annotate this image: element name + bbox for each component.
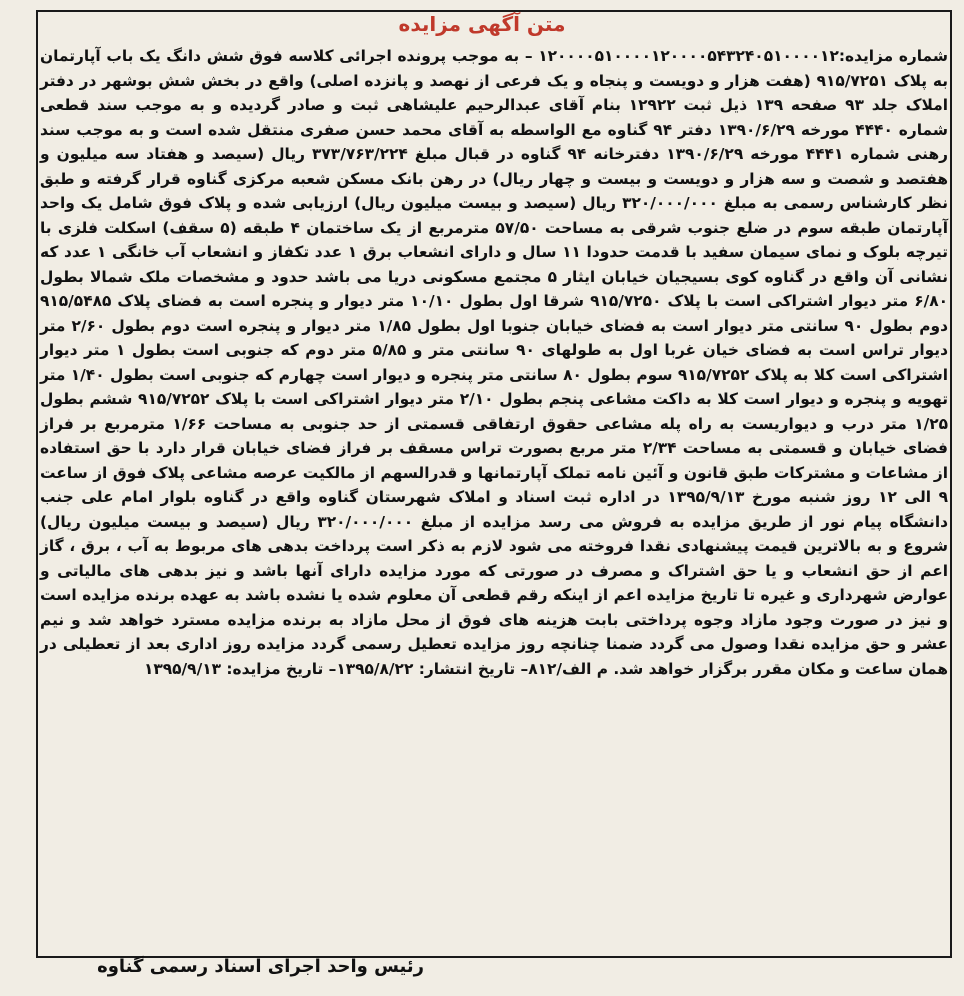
notice-body: شماره مزایده:۱۲۰۰۰۰۵۱۰۰۰۰۱۲۰۰۰۰۵۴۳۲۴۰۵۱۰۰۰۰۱۲ – به موجب پرونده اجرائی کلاسه فوق شش دانگ یک باب آپارتمان به پلاک ۹۱۵/۷۲۵۱ (هفت هزار و دویست و پنجاه و یک فرعی از نهصد و پانزده اصلی) واقع در بخش شش بوشهر در دفتر املاک جلد ۹۳ صفحه ۱۳۹ ذیل ثبت ۱۲۹۲۲ بنام آقای عبدالرحیم علیشاهی ثبت و صادر گردیده و به موجب سند قطعی شماره ۴۴۴۰ مورخه ۱۳۹۰/۶/۲۹ دفتر ۹۴ گناوه مع الواسطه به آقای محمد حسن صفری منتقل شده است و به موجب سند رهنی شماره ۴۴۴۱ مورخه ۱۳۹۰/۶/۲۹ دفترخانه ۹۴ گناوه در قبال مبلغ ۳۷۳/۷۶۳/۲۲۴ ریال (سیصد و هفتاد سه میلیون و هفتصد و شصت و سه هزار و دویست و بیست و چهار ریال) در رهن بانک مسکن شعبه مرکزی گناوه قرار گرفته و طبق نظر کارشناس رسمی به مبلغ ۳۲۰/۰۰۰/۰۰۰ ریال (سیصد و بیست میلیون ریال) ارزیابی شده و پلاک فوق شامل یک واحد آپارتمان طبقه سوم در ضلع جنوب شرقی به مساحت ۵۷/۵۰ مترمربع از یک ساختمان ۴ طبقه (۵ سقف) اسکلت فلزی با تیرچه بلوک و نمای سیمان سفید با قدمت حدودا ۱۱ سال و دارای انشعاب برق ۱ عدد تکفاز و انشعاب آب خانگی ۱ عدد که نشانی آن واقع در گناوه کوی بسیجیان خیابان ایثار ۵ مجتمع مسکونی دریا می باشد حدود و مشخصات ملک شمالا بطول ۶/۸۰ متر دیوار اشتراکی است با پلاک ۹۱۵/۷۲۵۰ شرقا اول بطول ۱۰/۱۰ متر دیوار و پنجره است به فضای پلاک ۹۱۵/۵۴۸۵ دوم بطول ۹۰ سانتی متر دیوار است به فضای خیابان جنوبا اول بطول ۱/۸۵ متر دیوار و پنجره است دوم بطول ۲/۶۰ متر دیوار تراس است به فضای خیان غربا اول به طولهای ۹۰ سانتی متر و ۵/۸۵ متر دوم که جنوبی است بطول ۱ متر دیوار اشتراکی است کلا به پلاک ۹۱۵/۷۲۵۲ سوم بطول ۸۰ سانتی متر پنجره و دیوار است چهارم که جنوبی است بطول ۱/۴۰ متر تهویه و پنجره و دیوار است کلا به داکت مشاعی پنجم بطول ۲/۱۰ متر دیوار اشتراکی است با پلاک ۹۱۵/۷۲۵۲ ششم بطول ۱/۲۵ متر درب و دیواریست به راه پله مشاعی حقوق ارتفاقی قسمتی از حد جنوبی به مساحت ۱/۶۶ مترمربع بر فراز فضای خیابان و قسمتی به مساحت ۲/۳۴ متر مربع بصورت تراس مسقف بر فراز فضای خیابان قرار دارد با حق استفاده از مشاعات و مشترکات طبق قانون و آئین نامه تملک آپارتمانها و قدرالسهم از مالکیت عرصه مشاعی پلاک فوق از ساعت ۹ الی ۱۲ روز شنبه مورخ ۱۳۹۵/۹/۱۳ در اداره ثبت اسناد و املاک شهرستان گناوه واقع در گناوه بلوار امام علی جنب دانشگاه پیام نور از طریق مزایده به فروش می رسد مزایده از مبلغ ۳۲۰/۰۰۰/۰۰۰ ریال (سیصد و بیست میلیون ریال) شروع و به بالاترین قیمت پیشنهادی نقدا فروخته می شود لازم به ذکر است پرداخت بدهی های مربوط به آب ، برق ، گاز اعم از حق انشعاب و یا حق اشتراک و مصرف در صورتی که مورد مزایده دارای آنها باشد و نیز بدهی های مالیاتی و عوارض شهرداری و غیره تا تاریخ مزایده اعم از اینکه رقم قطعی آن معلوم شده یا نشده باشد به عهده برنده مزایده است و نیز در صورت وجود مازاد وجوه پرداختی بابت هزینه های فوق از محل مازاد به برنده مزایده مسترد خواهد شد و نیم عشر و حق مزایده نقدا وصول می گردد ضمنا چنانچه روز مزایده تعطیل رسمی گردد مزایده روز اداری بعد از تعطیلی در همان ساعت و مکان مقرر برگزار خواهد شد. م الف/۸۱۲– تاریخ انتشار: ۱۳۹۵/۸/۲۲– تاریخ مزایده: ۱۳۹۵/۹/۱۳ — [40, 47, 949, 678]
notice-title: متن آگهی مزایده — [398, 12, 566, 36]
notice-signature: رئیس واحد اجرای اسناد رسمی گناوه — [97, 956, 424, 977]
